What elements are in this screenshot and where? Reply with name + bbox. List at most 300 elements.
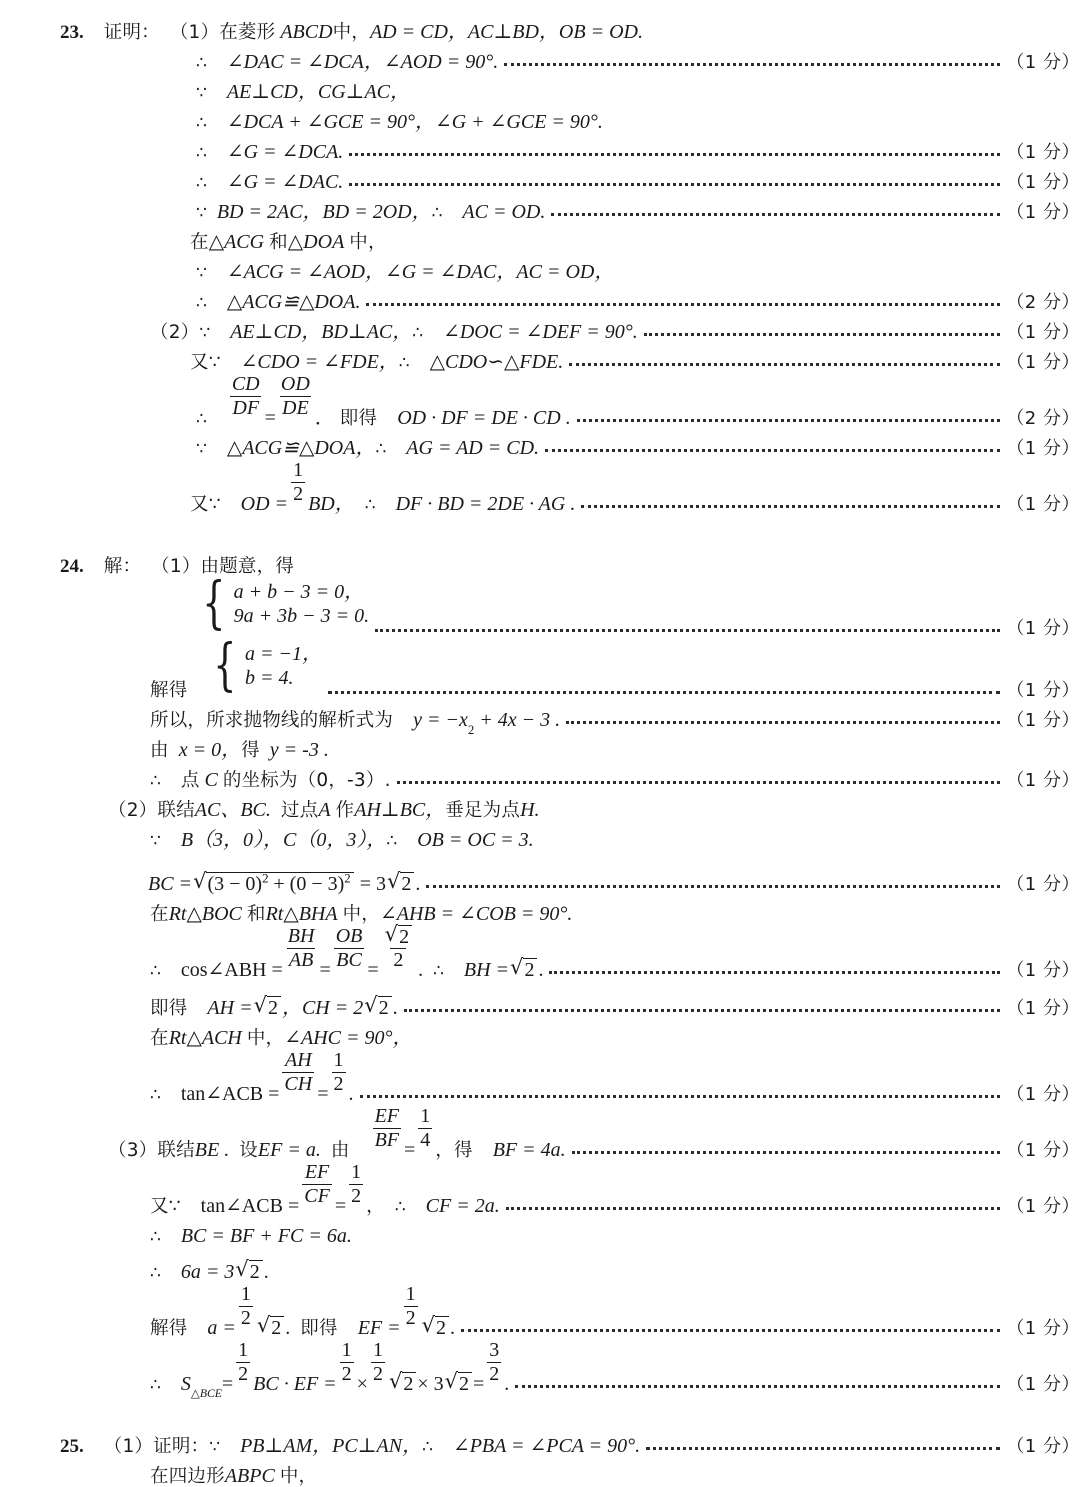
- equals-sign-2: =: [473, 1373, 485, 1395]
- comma: ，: [435, 1139, 454, 1161]
- fraction-denominator: 2: [372, 1362, 383, 1385]
- radical-two-2: [510, 956, 537, 981]
- fraction-denominator: 2: [240, 1306, 251, 1329]
- fraction-numerator: EF: [374, 1105, 399, 1128]
- tan-expression: tan∠ACB =: [180, 1083, 280, 1105]
- statement-math-2: y = -3 .: [269, 739, 329, 761]
- radicand: 2: [403, 1372, 414, 1395]
- statement-math: BD = 2AC，BD = 2OD，: [216, 201, 432, 223]
- dot-leader: [640, 1437, 1004, 1457]
- line-b-c-coordinates: [0, 820, 1080, 850]
- score-label: （1 分）: [1006, 438, 1080, 459]
- score-label: （1 分）: [1006, 770, 1080, 791]
- line-therefore-dca-gce: [0, 102, 1080, 132]
- fraction-ah-ch: [282, 1050, 314, 1094]
- ah-label: AH =: [207, 997, 253, 1019]
- equals-sign-1: =: [221, 1373, 234, 1395]
- period: ．: [314, 407, 335, 429]
- radical-two-2: [445, 1370, 472, 1395]
- fraction-denominator: 2: [489, 1362, 500, 1385]
- statement-cn-2: 过点: [280, 799, 319, 821]
- fraction-denominator: DF: [232, 396, 260, 419]
- dot-leader: [566, 1141, 1005, 1161]
- line-also-because-cdo-fde: [0, 342, 1080, 372]
- score-label: （1 分）: [1006, 352, 1080, 373]
- radical-sign-icon: √: [193, 868, 207, 893]
- line-tan-acb: [0, 1048, 1080, 1104]
- line-rt-triangle-ach: [0, 1018, 1080, 1048]
- statement-math-2: ∠AHC = 90°，: [284, 1027, 413, 1049]
- statement-cn-3: 中，: [349, 231, 387, 253]
- fraction-denominator: CF: [304, 1184, 330, 1207]
- because-icon: ∵: [196, 83, 207, 103]
- therefore-icon-2: ∴: [433, 961, 444, 981]
- equals-sign: =: [334, 1195, 347, 1217]
- statement-cn-3: 作: [335, 799, 355, 821]
- system-row-2: b = 4.: [245, 667, 294, 690]
- therefore-icon: ∴: [150, 1227, 161, 1247]
- radicand-term-1: (3 − 0): [207, 872, 263, 895]
- radical-sign-icon: √: [235, 1256, 249, 1281]
- statement-math-1: △ACG: [208, 231, 265, 253]
- fraction-cd-df: [230, 374, 262, 418]
- line-therefore-congruent: [0, 282, 1080, 312]
- exponent-2: 2: [344, 871, 351, 885]
- line-parabola-expression: 所以，所求抛物线的解析式为 y = −x 2 + 4x − 3 . （1 分）: [150, 709, 1080, 737]
- statement-math-2: AG = AD = CD.: [406, 437, 540, 459]
- statement-cn-4: 垂足为点: [445, 799, 521, 821]
- part-label: （1）: [103, 1435, 154, 1457]
- also-because-icon: 又∵: [190, 493, 221, 515]
- fraction-numerator: 1: [238, 1339, 249, 1362]
- score-label: （1 分）: [1006, 322, 1080, 343]
- fraction-numerator: OD: [280, 373, 310, 396]
- dot-leader: [369, 619, 1004, 639]
- statement-math: ∠G = ∠DCA.: [226, 141, 344, 163]
- bh-label: BH =: [463, 959, 510, 981]
- fraction-three-halves: [487, 1340, 501, 1384]
- radical-sign-icon: √: [253, 992, 267, 1017]
- score-label: （2 分）: [1006, 408, 1080, 429]
- score-label: （1 分）: [1006, 494, 1080, 515]
- line-also-because-od-half-bd: [0, 458, 1080, 514]
- radicand: 2: [459, 1372, 470, 1395]
- statement-cn-3: 由: [330, 1139, 350, 1161]
- dot-leader: [391, 771, 1005, 791]
- radical-sign-icon: √: [256, 1312, 271, 1337]
- area-symbol: S: [180, 1373, 191, 1395]
- fraction-numerator: 1: [372, 1339, 383, 1362]
- statement-math-1: 6a = 3: [180, 1261, 235, 1283]
- radical-two-1: [257, 1314, 284, 1339]
- solve-label: 解得: [150, 1317, 188, 1339]
- problem-number: 23.: [60, 22, 84, 43]
- fraction-denominator: CH: [284, 1072, 313, 1095]
- statement-math: ∠ACG = ∠AOD，∠G = ∠DAC，AC = OD，: [226, 261, 615, 283]
- radical-outer: [193, 870, 354, 895]
- therefore-icon: ∴: [150, 961, 161, 981]
- fraction-numerator: OB: [335, 925, 363, 948]
- fraction-denominator: 2: [351, 1184, 362, 1207]
- statement-cn-1: 在: [150, 903, 169, 925]
- part-label: （3）: [108, 1139, 158, 1161]
- radicand: 2: [436, 1316, 447, 1339]
- line-part2-start: [0, 312, 1080, 342]
- solve-label: 解得: [150, 679, 188, 701]
- fraction-denominator: BC: [336, 948, 362, 971]
- line-part3-ef-bf: [0, 1104, 1080, 1160]
- statement-math-1: Rt△ACH: [168, 1027, 242, 1049]
- statement-math-2: ∠DOC = ∠DEF = 90°.: [443, 321, 638, 343]
- statement-cn-1: 在四边形: [150, 1465, 225, 1487]
- fraction-bh-ab: [286, 926, 317, 970]
- line-solve-a-ef: [0, 1282, 1080, 1338]
- equals-three: = 3: [359, 873, 386, 895]
- fraction-denominator: 2: [390, 948, 406, 970]
- statement-math-1: x = 0，: [178, 739, 242, 761]
- period-2: .: [450, 1317, 456, 1339]
- fraction-one-half: [332, 1050, 346, 1094]
- radicand-term-2: + (0 − 3): [273, 872, 345, 895]
- equals-sign: =: [264, 407, 276, 429]
- therefore-icon: ∴: [196, 173, 207, 193]
- part-label: （1）: [169, 21, 220, 43]
- statement-math-1: B（3，0），C（0，3），: [180, 829, 387, 851]
- times-three: × 3: [417, 1373, 444, 1395]
- line-therefore-g-dca: [0, 132, 1080, 162]
- thus-label: 即得: [300, 1317, 338, 1339]
- statement-math-1: Rt△BOC: [168, 903, 242, 925]
- score-label: （1 分）: [1006, 960, 1080, 981]
- problem-lead: 解：: [103, 555, 142, 577]
- equation-system: [196, 570, 370, 636]
- line-right-triangles: [0, 894, 1080, 924]
- statement-math-2: AD = CD，AC⊥BD，OB = OD.: [369, 21, 643, 43]
- bc-ef-term: BC · EF =: [253, 1373, 337, 1395]
- statement-math-3: BF = 4a.: [492, 1139, 566, 1161]
- score-label: （1 分）: [1006, 1140, 1080, 1161]
- thus-label: 即得: [150, 997, 188, 1019]
- therefore-icon: ∴: [422, 1437, 433, 1457]
- therefore-icon: ∴: [431, 203, 443, 223]
- score-label: （1 分）: [1006, 680, 1080, 701]
- therefore-icon: ∴: [150, 1263, 161, 1283]
- therefore-icon: ∴: [150, 771, 161, 791]
- score-label: （1 分）: [1006, 618, 1080, 639]
- statement-cn-2: 得: [241, 739, 260, 761]
- score-label: （1 分）: [1006, 1318, 1080, 1339]
- fraction-numerator: BH: [287, 925, 315, 948]
- fraction-denominator: AB: [288, 948, 314, 971]
- statement-math: △ACG≌△DOA，: [226, 437, 376, 459]
- line-in-triangles: [0, 222, 1080, 252]
- fraction-numerator: 1: [341, 1339, 352, 1362]
- fraction-numerator: [381, 923, 416, 948]
- statement-cn-2: 的坐标为（0，-3）.: [222, 769, 391, 791]
- line-6a-equals: [0, 1246, 1080, 1282]
- system-row-1: a + b − 3 = 0，: [233, 580, 365, 603]
- therefore-icon: ∴: [375, 439, 387, 459]
- also-because-icon: 又∵: [150, 1195, 181, 1217]
- equals-sign: =: [404, 1139, 416, 1161]
- fraction-one-half-3: [371, 1340, 385, 1384]
- therefore-icon: ∴: [196, 53, 207, 73]
- therefore-icon: ∴: [196, 293, 207, 313]
- fraction-one-half-2: [404, 1284, 418, 1328]
- because-icon: ∵: [150, 831, 161, 851]
- problem-23: [0, 0, 1080, 514]
- statement-math-1: PB⊥AM，PC⊥AN，: [240, 1435, 423, 1457]
- line-system-1: [0, 570, 1080, 639]
- radical-two-1: [389, 1370, 416, 1395]
- statement-math-2: BD，: [308, 493, 355, 515]
- therefore-icon: ∴: [150, 1085, 161, 1105]
- radical-two: [385, 923, 412, 947]
- statement-math-a: y = −x: [413, 709, 468, 731]
- statement-cn: 所以，所求抛物线的解析式为: [150, 709, 394, 731]
- problem-23-first-line: [0, 0, 1080, 42]
- dot-leader: [354, 1085, 1005, 1105]
- fraction-one-half: [291, 460, 305, 504]
- statement-math-1: BE .: [194, 1139, 230, 1161]
- radical-two-2: [364, 994, 391, 1019]
- line-bc-sum: [0, 1216, 1080, 1246]
- fraction-numerator: AH: [284, 1049, 312, 1072]
- period: .: [504, 1373, 510, 1395]
- fraction-denominator: 4: [420, 1128, 431, 1151]
- equals-sign-1: =: [319, 959, 331, 981]
- statement-cn-2: 和: [246, 903, 266, 925]
- line-ah-ch: [0, 980, 1080, 1018]
- radicand: 2: [401, 872, 412, 895]
- dot-leader: [545, 203, 1004, 223]
- because-icon: ∵: [199, 323, 211, 343]
- part-label: （2）: [150, 321, 200, 343]
- fraction-numerator: CD: [231, 373, 260, 396]
- line-therefore-g-dac: [0, 162, 1080, 192]
- because-icon: ∵: [196, 203, 207, 223]
- statement-cn-1: 由: [150, 739, 169, 761]
- radical-sign-icon: √: [510, 954, 524, 979]
- statement-math-1: OD =: [240, 493, 289, 515]
- statement-math-2: EF = a.: [257, 1139, 321, 1161]
- radical-two-2: [422, 1314, 449, 1339]
- period: .: [348, 1083, 354, 1105]
- fraction-numerator: 3: [489, 1339, 500, 1362]
- score-label: （1 分）: [1006, 1374, 1080, 1395]
- period-1: .: [285, 1317, 291, 1339]
- exponent-1: 2: [262, 871, 269, 885]
- dot-leader: [539, 439, 1004, 459]
- dot-leader: [322, 681, 1004, 701]
- equals-sign-2: =: [367, 959, 379, 981]
- dot-leader: [575, 495, 1004, 515]
- line-system-2: [0, 632, 1080, 701]
- statement-math-2: △CDO∽△FDE.: [429, 351, 564, 373]
- equation-system: [207, 632, 323, 698]
- dot-leader: [420, 875, 1004, 895]
- fraction-numerator: 1: [351, 1161, 362, 1184]
- statement-math-2: ∠PBA = ∠PCA = 90°.: [452, 1435, 641, 1457]
- radical-two-1: [254, 994, 281, 1019]
- fraction-denominator: 2: [238, 1362, 249, 1385]
- line-quadrilateral-abpc: [0, 1456, 1080, 1486]
- left-brace-icon: {: [202, 570, 226, 636]
- radicand: 2: [524, 958, 535, 981]
- score-label: （2 分）: [1006, 292, 1080, 313]
- dot-leader: [543, 961, 1004, 981]
- therefore-icon: ∴: [196, 113, 207, 133]
- line-therefore-dac: [0, 42, 1080, 72]
- a-label: a =: [207, 1317, 236, 1339]
- equals-sign: =: [317, 1083, 329, 1105]
- comma: ，: [366, 1195, 385, 1217]
- statement-math: AE⊥CD，CG⊥AC，: [226, 81, 411, 103]
- therefore-icon: ∴: [386, 831, 398, 851]
- line-part2-connect: [0, 790, 1080, 820]
- line-because-congruent-2: [0, 428, 1080, 458]
- fraction-numerator: 1: [293, 459, 304, 482]
- radical-sign-icon: √: [364, 992, 378, 1017]
- statement-math-1: ABCD: [280, 21, 333, 43]
- statement-cn-1: 在菱形: [219, 21, 276, 43]
- system-row-1: a = −1，: [245, 642, 323, 665]
- problem-25: [0, 1426, 1080, 1486]
- fraction-one-half: [349, 1162, 363, 1206]
- statement-cn-3: 中，: [342, 903, 380, 925]
- dot-leader: [571, 409, 1005, 429]
- system-row-2: 9a + 3b − 3 = 0.: [233, 605, 370, 628]
- line-cos-abh: [0, 921, 1080, 981]
- dot-leader: [500, 1197, 1005, 1217]
- line-x-zero: [0, 730, 1080, 760]
- statement-cn-1: 在: [150, 1027, 169, 1049]
- problem-lead: 证明：: [103, 21, 160, 43]
- statement-math-2: CF = 2a.: [425, 1195, 500, 1217]
- statement-math-3: AH⊥BC，: [354, 799, 446, 821]
- fraction-numerator: 1: [333, 1049, 344, 1072]
- problem-number: 24.: [60, 556, 84, 577]
- statement-math-b: + 4x − 3 .: [479, 709, 561, 731]
- fraction-od-de: [279, 374, 312, 418]
- statement-cn-2: 中，: [246, 1027, 285, 1049]
- statement-math-1: AC、BC.: [194, 799, 271, 821]
- statement-cn: 即得: [339, 407, 378, 429]
- dot-leader: [343, 143, 1004, 163]
- period: .: [415, 873, 421, 895]
- score-label: （1 分）: [1006, 1196, 1080, 1217]
- fraction-ef-bf: [373, 1106, 401, 1150]
- line-bc-distance: [0, 850, 1080, 894]
- statement-cn-2: 中，: [332, 21, 370, 43]
- dot-leader: [343, 173, 1004, 193]
- radicand: 2: [378, 996, 389, 1019]
- statement-math-2: Rt△BHA: [265, 903, 338, 925]
- statement-cn-2: 和: [269, 231, 288, 253]
- dot-leader: [455, 1319, 1004, 1339]
- score-label: （1 分）: [1006, 202, 1080, 223]
- therefore-icon: ∴: [394, 1197, 406, 1217]
- score-label: （1 分）: [1006, 142, 1080, 163]
- line-proportion-cd-df: [0, 372, 1080, 428]
- statement-cn-1: 联结: [157, 1139, 195, 1161]
- fraction-numerator: 1: [240, 1283, 251, 1306]
- score-label: （1 分）: [1006, 1084, 1080, 1105]
- statement-math: ∠G = ∠DAC.: [226, 171, 344, 193]
- statement-math-1: ABPC: [224, 1465, 275, 1487]
- line-area-bce: ∴ S △BCE = $\frac{1}{2}$ BC · EF = $\frac{1}{2}$ × $\frac{1}{2}$ √ 2 × 3 √ 2 = $\frac{3}{2}$ . （1 分）: [150, 1339, 1080, 1400]
- dot-leader: [398, 999, 1005, 1019]
- fraction-denominator: 2: [405, 1306, 416, 1329]
- statement-math: BC = BF + FC = 6a.: [180, 1225, 352, 1247]
- fraction-numerator: 1: [420, 1105, 431, 1128]
- statement-math: AE⊥CD，BD⊥AC，: [230, 321, 413, 343]
- bc-label: BC =: [148, 873, 193, 895]
- fraction-one-half-2: [340, 1340, 354, 1384]
- radical-sign-icon: √: [384, 921, 399, 946]
- score-label: （1 分）: [1006, 998, 1080, 1019]
- statement-math-3: DF · BD = 2DE · AG .: [395, 493, 576, 515]
- statement-cn: 由题意，得: [200, 555, 295, 577]
- therefore-icon: ∴: [412, 323, 424, 343]
- ch-label: ，CH = 2: [281, 997, 364, 1019]
- period: .: [263, 1261, 269, 1283]
- line-also-tan-acb: [0, 1160, 1080, 1216]
- statement-math-3: ∠AHB = ∠COB = 90°.: [380, 903, 573, 925]
- therefore-icon: ∴: [150, 1375, 161, 1395]
- therefore-icon: ∴: [364, 495, 376, 515]
- problem-lead: 证明：: [153, 1435, 210, 1457]
- tan-expression: tan∠ACB =: [200, 1195, 300, 1217]
- radicand: 2: [249, 1260, 260, 1283]
- radical-sign-icon: √: [388, 1368, 403, 1393]
- line-point-c-coordinates: [0, 760, 1080, 790]
- because-icon: ∵: [209, 1437, 221, 1457]
- statement-cn-4: 得: [453, 1139, 473, 1161]
- statement-math-2: OB = OC = 3.: [417, 829, 534, 851]
- fraction-ef-cf: [302, 1162, 332, 1206]
- line-because-bd-2ac: [0, 192, 1080, 222]
- statement-cn-1: 联结: [157, 799, 195, 821]
- fraction-one-fourth: [418, 1106, 432, 1150]
- fraction-denominator: 2: [293, 482, 304, 505]
- radical-two: [235, 1258, 262, 1283]
- radical-two: [387, 870, 414, 895]
- times-sign-1: ×: [356, 1373, 368, 1395]
- statement-math: ∠DAC = ∠DCA，∠AOD = 90°.: [226, 51, 499, 73]
- fraction-numerator: 1: [405, 1283, 416, 1306]
- radicand: 2: [399, 925, 410, 948]
- period: .: [392, 997, 398, 1019]
- score-label: （1 分）: [1006, 1436, 1080, 1457]
- problem-number: 25.: [60, 1436, 84, 1457]
- statement-math-4: H.: [520, 799, 540, 821]
- statement-math: △ACG≌△DOA.: [226, 291, 361, 313]
- score-label: （1 分）: [1006, 710, 1080, 731]
- dot-leader: [563, 353, 1004, 373]
- statement-cn-2: 设: [239, 1139, 258, 1161]
- statement-math-1: C: [204, 769, 218, 791]
- dot-leader: [360, 293, 1004, 313]
- also-because-icon: 又∵: [190, 351, 221, 373]
- radicand: 2: [271, 1316, 282, 1339]
- radical-sign-icon: √: [386, 868, 401, 893]
- score-label: （1 分）: [1006, 52, 1080, 73]
- statement-cn-1: 在: [190, 231, 209, 253]
- radical-sign-icon: √: [444, 1368, 459, 1393]
- problem-24: [0, 546, 1080, 1400]
- therefore-icon: ∴: [196, 409, 207, 429]
